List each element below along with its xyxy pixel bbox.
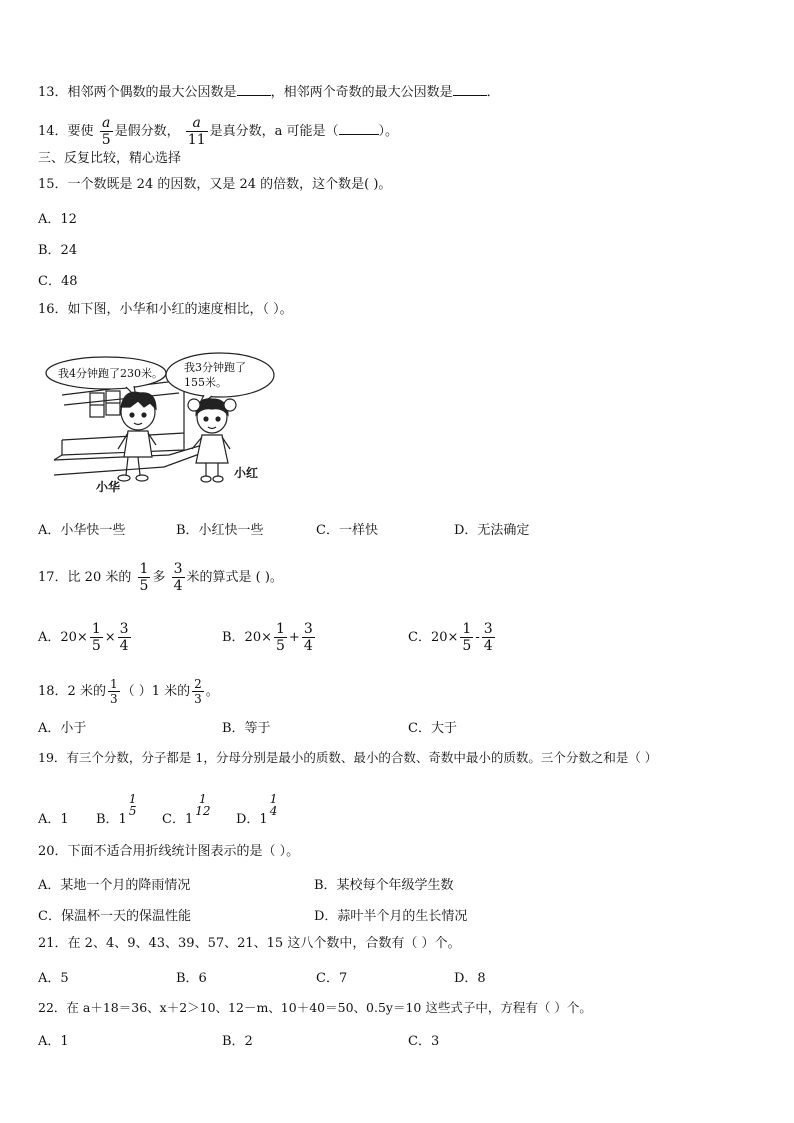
q17-b-f2-num: 3 [303, 621, 313, 637]
q13-text-a: 相邻两个偶数的最大公因数是 [67, 85, 237, 100]
q19-b-label: B．1 [96, 812, 127, 827]
q14-text-a: 要使 [67, 124, 94, 139]
q14-f1-denominator: 5 [101, 132, 111, 148]
q22-option-c[interactable]: C．3 [408, 1034, 440, 1049]
q21-option-a[interactable]: A．5 [38, 971, 69, 986]
q16-speech-bubble-2 [166, 353, 274, 407]
q19-option-b[interactable] [96, 792, 137, 827]
q15-option-c[interactable]: C．48 [38, 274, 78, 289]
q18-text-b: （ ）1 米的 [121, 684, 191, 699]
q18-f2-den: 3 [194, 692, 202, 706]
q13-text-b: ，相邻两个奇数的最大公因数是 [270, 85, 453, 100]
question-21: 21．在 2、4、9、43、39、57、21、15 这八个数中，合数有（ ）个。 [38, 936, 461, 951]
q18-f1-num: 1 [109, 677, 118, 691]
question-20: 20．下面不适合用折线统计图表示的是（ ）。 [38, 844, 300, 859]
q17-a-fraction-1 [90, 622, 103, 653]
q14-blank[interactable] [339, 122, 379, 135]
q15-option-a[interactable]: A．12 [38, 212, 77, 227]
question-13 [38, 83, 500, 102]
q15-option-b[interactable]: B．24 [38, 243, 78, 258]
q19-option-c[interactable] [162, 792, 211, 827]
q17-f1-numerator: 1 [139, 561, 149, 577]
q17-f2-numerator: 3 [173, 561, 183, 577]
q17-a-fraction-2 [118, 622, 131, 653]
q17-a-label: A．20× [38, 630, 88, 645]
q16-name-xiaohong: 小红 [234, 466, 259, 480]
q19-d-den: 4 [269, 804, 278, 818]
q19-d-label: D．1 [236, 812, 268, 827]
q18-f2-num: 2 [194, 677, 202, 691]
q17-c-f2-num: 3 [483, 621, 493, 637]
q13-blank-1[interactable] [237, 83, 271, 96]
q16-illustration [44, 345, 284, 497]
q17-b-operator: + [288, 630, 300, 645]
q13-text-c: ． [486, 85, 500, 100]
q17-c-f1-den: 5 [462, 638, 472, 654]
q17-c-fraction-2 [482, 622, 495, 653]
q21-option-b[interactable]: B．6 [176, 971, 207, 986]
q16-bubble-2-line1: 我3分钟跑了 [184, 361, 246, 374]
q14-f2-numerator: a [186, 116, 208, 132]
q17-a-f1-num: 1 [91, 621, 101, 637]
q17-c-fraction-1 [460, 622, 473, 653]
section-3-title: 三、反复比较，精心选择 [38, 151, 182, 166]
q18-fraction-1 [108, 678, 120, 705]
q17-fraction-2 [172, 562, 185, 593]
question-19: 19．有三个分数，分子都是 1，分母分别是最小的质数、最小的合数、奇数中最小的质数。三个分数之和是（ ） [38, 750, 658, 765]
q18-text-c: 。 [205, 684, 219, 699]
q19-c-den: 12 [195, 804, 211, 818]
q17-f1-denominator: 5 [139, 578, 149, 594]
q14-f2-denominator: 11 [187, 132, 206, 148]
q17-a-f2-num: 3 [119, 621, 129, 637]
q22-option-a[interactable]: A．1 [38, 1034, 69, 1049]
q19-b-den: 5 [128, 804, 137, 818]
q18-fraction-2 [192, 678, 204, 705]
q17-f2-denominator: 4 [173, 578, 183, 594]
q19-option-a[interactable]: A．1 [38, 812, 69, 827]
question-14 [38, 116, 398, 147]
question-18 [38, 678, 219, 705]
q17-a-f2-den: 4 [119, 638, 129, 654]
q17-text-c: 米的算式是 ( )。 [186, 570, 283, 585]
question-17 [38, 562, 283, 593]
q19-d-num: 1 [269, 792, 278, 806]
q18-option-b[interactable]: B．等于 [222, 721, 271, 736]
q17-b-f1-den: 5 [276, 638, 285, 654]
q20-option-b[interactable]: B．某校每个年级学生数 [314, 878, 454, 893]
q17-fraction-1 [138, 562, 151, 593]
q17-text-b: 多 [152, 570, 166, 585]
q21-option-d[interactable]: D．8 [454, 971, 486, 986]
q16-option-b[interactable]: B．小红快一些 [176, 523, 264, 538]
q19-option-d[interactable] [236, 792, 278, 827]
q13-number: 13． [38, 85, 68, 100]
q18-f1-den: 3 [109, 692, 118, 706]
q22-option-b[interactable]: B．2 [222, 1034, 253, 1049]
q16-option-c[interactable]: C．一样快 [316, 523, 378, 538]
q17-a-operator: × [104, 630, 116, 645]
question-22: 22．在 a＋18＝36、x＋2＞10、12－m、10＋40＝50、0.5y＝10 这些式子中，方程有（ ）个。 [38, 1000, 592, 1015]
q13-blank-2[interactable] [453, 83, 487, 96]
q18-option-c[interactable]: C．大于 [408, 721, 457, 736]
q16-girl-figure [188, 399, 236, 482]
q16-option-a[interactable]: A．小华快一些 [38, 523, 126, 538]
q17-option-a[interactable] [38, 622, 133, 653]
q17-a-f1-den: 5 [91, 638, 101, 654]
q19-b-num: 1 [128, 792, 137, 806]
q17-c-label: C．20× [408, 630, 459, 645]
q14-fraction-2 [186, 116, 208, 147]
q17-option-c[interactable] [408, 622, 497, 653]
q20-option-c[interactable]: C．保温杯一天的保温性能 [38, 909, 191, 924]
q17-option-b[interactable] [222, 622, 317, 653]
q14-text-c: 是真分数，a 可能是（ [209, 124, 339, 139]
q14-text-b: 是假分数， [114, 124, 180, 139]
q16-option-d[interactable]: D．无法确定 [454, 523, 530, 538]
q16-bubble-2-line2: 155米。 [184, 376, 227, 389]
q17-c-f2-den: 4 [483, 638, 493, 654]
q18-text-a: 18．2 米的 [38, 684, 106, 699]
q14-number: 14． [38, 124, 68, 139]
q21-option-c[interactable]: C．7 [316, 971, 348, 986]
q16-bubble-1-text: 我4分钟跑了230米。 [58, 367, 163, 380]
q20-option-d[interactable]: D．蒜叶半个月的生长情况 [314, 909, 468, 924]
q17-b-label: B．20× [222, 630, 272, 645]
q14-text-d: ）。 [378, 124, 399, 139]
question-15: 15．一个数既是 24 的因数，又是 24 的倍数，这个数是( )。 [38, 177, 392, 192]
q17-b-f1-num: 1 [276, 621, 285, 637]
q17-b-fraction-2 [302, 622, 315, 653]
q17-b-f2-den: 4 [303, 638, 313, 654]
q17-text-a: 17．比 20 米的 [38, 570, 132, 585]
q19-c-label: C．1 [162, 812, 194, 827]
q14-fraction-1 [100, 116, 113, 147]
q17-c-f1-num: 1 [462, 621, 472, 637]
q14-f1-numerator: a [100, 116, 113, 132]
q17-b-fraction-1 [274, 622, 287, 653]
q19-c-num: 1 [199, 792, 207, 806]
q20-option-a[interactable]: A．某地一个月的降雨情况 [38, 878, 191, 893]
q17-c-operator: - [475, 630, 480, 645]
q16-name-xiaohua: 小华 [96, 480, 121, 494]
question-16: 16．如下图，小华和小红的速度相比，（ ）。 [38, 302, 293, 317]
q18-option-a[interactable]: A．小于 [38, 721, 87, 736]
